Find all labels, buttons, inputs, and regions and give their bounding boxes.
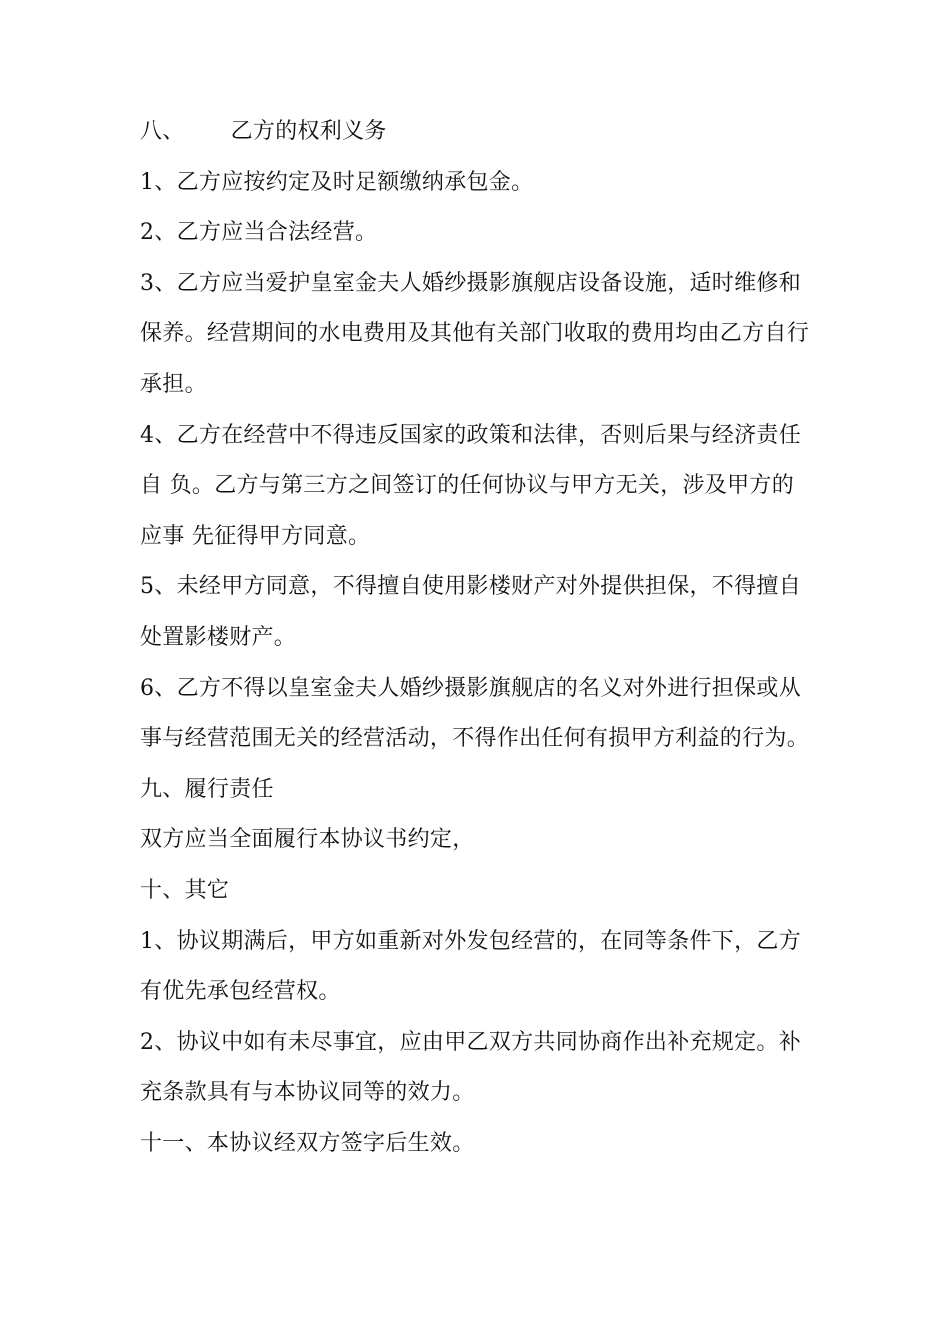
text-line: 双方应当全面履行本协议书约定， — [140, 827, 475, 853]
section-title: 乙方的权利义务 — [230, 119, 387, 144]
text-line: 4、乙方在经营中不得违反国家的政策和法律，否则后果与经济责任 — [140, 422, 801, 448]
text-line: 2、协议中如有未尽事宜，应由甲乙双方共同协商作出补充规定。补 — [140, 1029, 801, 1055]
text-line: 5、未经甲方同意，不得擅自使用影楼财产对外提供担保，不得擅自 — [140, 574, 801, 600]
text-line: 承担。 — [140, 371, 207, 397]
section-heading-9: 九、履行责任 — [140, 776, 274, 802]
document-body — [140, 107, 820, 1169]
text-line: 有优先承包经营权。 — [140, 979, 341, 1005]
section-heading-10: 十、其它 — [140, 877, 230, 903]
text-line: 自 负。乙方与第三方之间签订的任何协议与甲方无关，涉及甲方的 — [140, 473, 794, 499]
text-line: 2、乙方应当合法经营。 — [140, 220, 378, 246]
text-line: 应事 先征得甲方同意。 — [140, 523, 371, 549]
text-line: 1、协议期满后，甲方如重新对外发包经营的，在同等条件下，乙方 — [140, 928, 801, 954]
text-line: 6、乙方不得以皇室金夫人婚纱摄影旗舰店的名义对外进行担保或从 — [140, 675, 801, 701]
text-line: 充条款具有与本协议同等的效力。 — [140, 1080, 475, 1106]
section-heading-8 — [140, 107, 820, 158]
text-line: 3、乙方应当爱护皇室金夫人婚纱摄影旗舰店设备设施，适时维修和 — [140, 270, 801, 296]
text-line: 保养。经营期间的水电费用及其他有关部门收取的费用均由乙方自行 — [140, 321, 810, 347]
text-line: 事与经营范围无关的经营活动，不得作出任何有损甲方利益的行为。 — [140, 726, 810, 752]
section-heading-11: 十一、本协议经双方签字后生效。 — [140, 1130, 475, 1156]
text-line: 处置影楼财产。 — [140, 624, 297, 650]
section-number: 八、 — [140, 119, 185, 144]
text-line: 1、乙方应按约定及时足额缴纳承包金。 — [140, 169, 534, 195]
